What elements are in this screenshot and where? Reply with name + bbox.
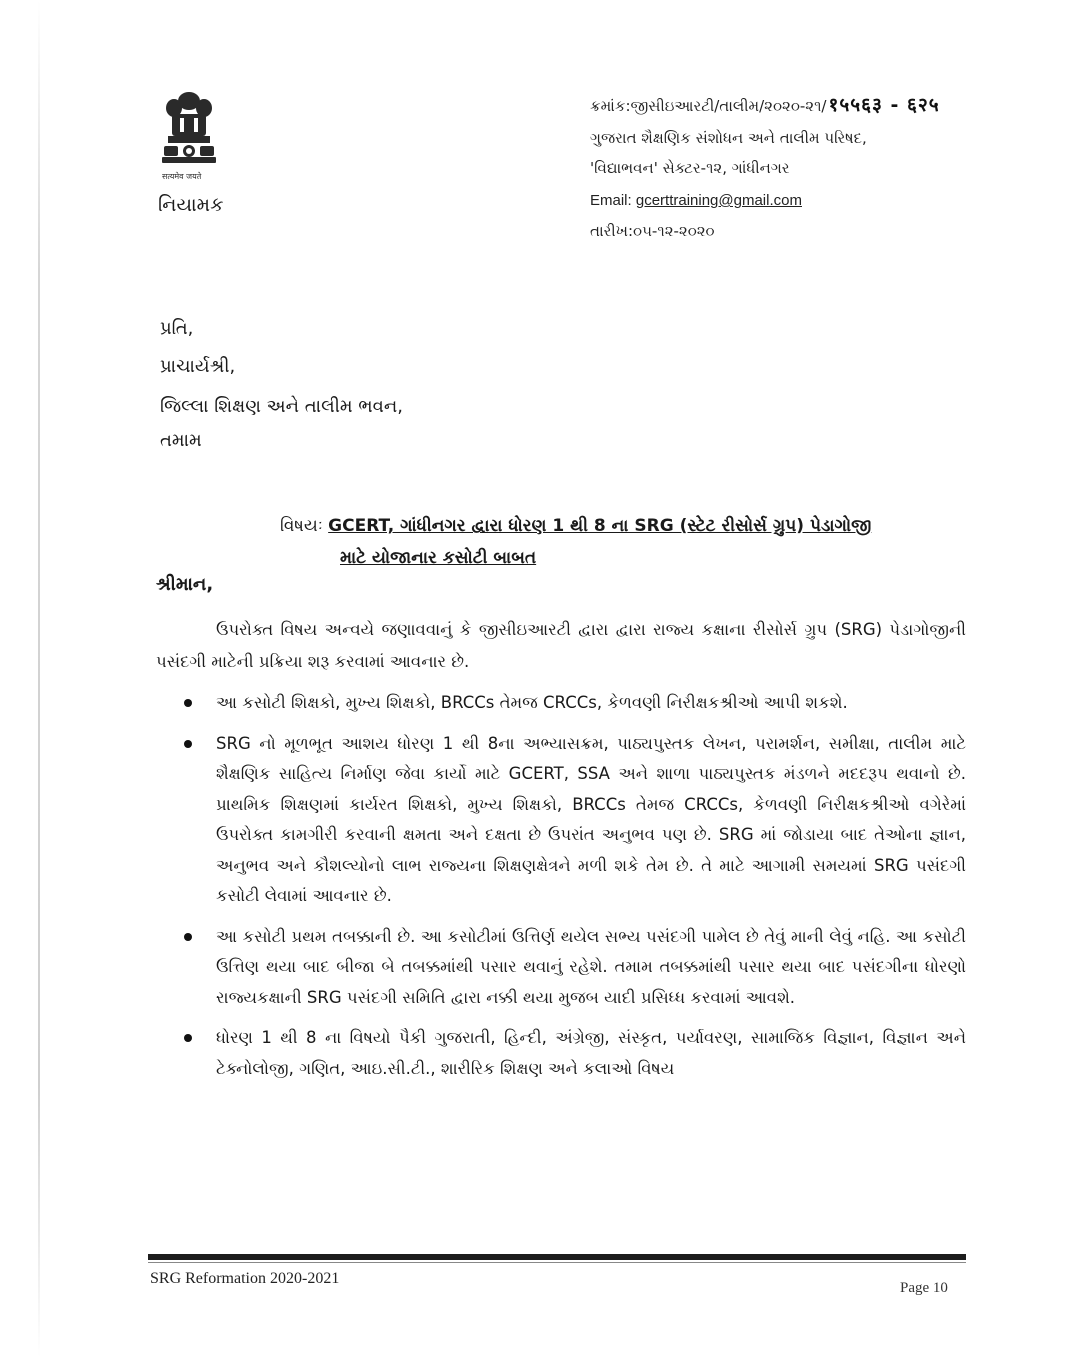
addressee-to: પ્રતિ, — [160, 318, 194, 339]
reference-handwritten: १५५६३ - ६२५ — [828, 94, 940, 116]
reference-number — [590, 95, 940, 116]
email-line — [590, 191, 802, 211]
addressee-office: જિલ્લા શિક્ષણ અને તાલીમ ભવન, — [160, 396, 404, 417]
intro-text: ઉપરોક્ત વિષય અન્વયે જણાવવાનું કે જીસીઇઆરટી દ્વારા દ્વારા રાજ્ય કક્ષાના રીસોર્સ ગ્રુપ (SRG) પેડાગોજીની પસંદગી માટેની પ્રક્રિયા શરૂ કરવામાં આવનાર છે. — [156, 620, 966, 671]
page-number: Page 10 — [900, 1280, 948, 1296]
bullet-icon — [184, 1034, 192, 1042]
reference-prefix: ક્રમાંક:જીસીઇઆરટી/તાલીમ/૨૦૨૦-૨૧/ — [590, 97, 827, 115]
list-item-text: આ કસોટી પ્રથમ તબક્કાની છે. આ કસોટીમાં ઉત્તિર્ણ થયેલ સભ્ય પસંદગી પામેલ છે તેવું માની લેવું નહિ. આ કસોટી ઉત્તિણ થયા બાદ બીજા બે તબક્કમાંથી પસાર થવાનું રહેશે. તમામ તબક્કમાંથી પસાર થયા બાદ પસંદગીના ધોરણો રાજ્યકક્ષાની SRG પસંદગી સમિતિ દ્વારા નક્કી થયા મુજબ યાદી પ્રસિધ્ધ કરવામાં આવશે. — [216, 926, 966, 1007]
institution-line: ગુજરાત શૈક્ષણિક સંશોધન અને તાલીમ પરિષદ, — [590, 129, 867, 147]
national-emblem-icon — [158, 88, 220, 170]
office-title: નિયામક — [158, 194, 224, 216]
bullet-icon — [184, 699, 192, 707]
letter-date: તારીખ:૦૫-૧૨-૨૦૨૦ — [590, 222, 715, 240]
footer-divider-thin — [148, 1262, 966, 1263]
subject-line-1: GCERT, ગાંધીનગર દ્વારા ધોરણ 1 થી 8 ના SRG (સ્ટેટ રીસોર્સ ગ્રુપ) પેડાગોજી — [328, 516, 872, 536]
list-item — [180, 1023, 966, 1084]
addressee-title: પ્રાચાર્યશ્રી, — [160, 356, 236, 377]
address-line: 'વિદ્યાભવન' સેક્ટર-૧૨, ગાંધીનગર — [590, 159, 790, 177]
bullet-icon — [184, 933, 192, 941]
list-item-text: ધોરણ 1 થી 8 ના વિષયો પૈકી ગુજરાતી, હિન્દી, અંગ્રેજી, સંસ્કૃત, પર્યાવરણ, સામાજિક વિજ્ઞાન, વિજ્ઞાન અને ટેક્નોલોજી, ગણિત, આઇ.સી.ટી., શારીરિક શિક્ષણ અને કલાઓ વિષય — [216, 1028, 966, 1078]
footer-title: SRG Reformation 2020-2021 — [150, 1270, 340, 1287]
emblem-motto: सत्यमेव जयते — [162, 172, 202, 181]
subject-label: વિષયઃ — [280, 516, 329, 536]
subject-line-2: માટે યોજાનાર કસોટી બાબત — [340, 548, 537, 568]
email-link[interactable]: gcerttraining@gmail.com — [635, 192, 802, 209]
bullet-icon — [184, 740, 192, 748]
page-edge-shadow — [38, 0, 40, 1358]
list-item — [180, 922, 966, 1014]
footer-divider — [148, 1254, 966, 1260]
salutation: શ્રીમાન, — [156, 574, 214, 595]
list-item — [180, 688, 966, 719]
list-item — [180, 729, 966, 912]
subject-block — [280, 510, 980, 574]
list-item-text: આ કસોટી શિક્ષકો, મુખ્ય શિક્ષકો, BRCCs તેમજ CRCCs, કેળવણી નિરીક્ષકશ્રીઓ આપી શકશે. — [216, 693, 848, 712]
addressee-all: તમામ — [160, 430, 202, 451]
bullet-list — [180, 688, 966, 1094]
list-item-text: SRG નો મૂળભૂત આશય ધોરણ 1 થી 8ના અભ્યાસક્રમ, પાઠ્યપુસ્તક લેખન, પરામર્શન, સમીક્ષા, તાલીમ માટે શૈક્ષણિક સાહિત્ય નિર્માણ જેવા કાર્યો માટે GCERT, SSA અને શાળા પાઠ્યપુસ્તક મંડળને મદદરૂપ થવાનો છે. પ્રાથમિક શિક્ષણમાં કાર્યરત શિક્ષકો, મુખ્ય શિક્ષકો, BRCCs તેમજ CRCCs, કેળવણી નિરીક્ષકશ્રીઓ વગેરેમાં ઉપરોક્ત કામગીરી કરવાની ક્ષમતા અને દક્ષતા છે ઉપરાંત અનુભવ પણ છે. SRG માં જોડાયા બાદ તેઓના જ્ઞાન, અનુભવ અને કૌશલ્યોનો લાભ રાજ્યના શિક્ષણક્ષેત્રને મળી શકે તેમ છે. તે માટે આગામી સમયમાં SRG પસંદગી કસોટી લેવામાં આવનાર છે. — [216, 733, 966, 905]
intro-paragraph — [156, 614, 966, 678]
email-label: Email: — [590, 192, 632, 209]
